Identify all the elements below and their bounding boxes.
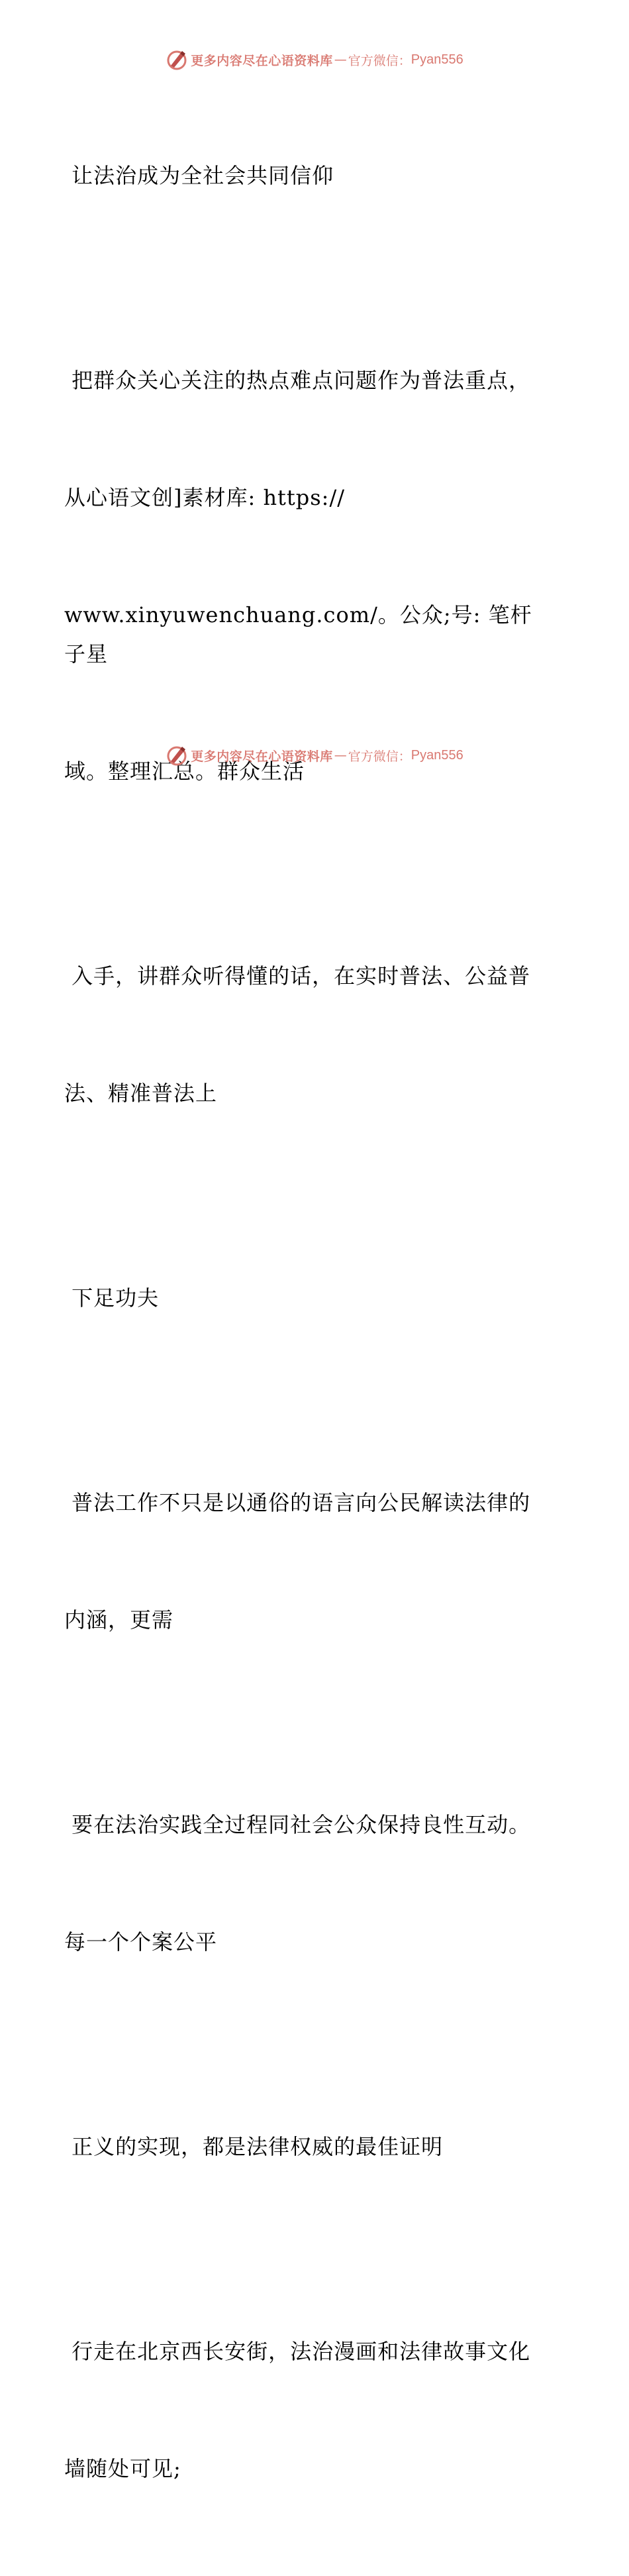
text-line: 普法工作不只是以通俗的语言向公民解读法律的: [64, 1490, 531, 1515]
text-line: www.xinyuwenchuang.com/。公众;号: 笔杆子星: [64, 602, 532, 667]
paragraph: [64, 283, 551, 869]
text-line: 从心语文创]素材库: https://: [64, 485, 346, 510]
paragraph: [64, 1727, 551, 2040]
pen-circle-logo-icon: [166, 744, 188, 767]
banner-label: 更多内容尽在心语资料库: [191, 53, 333, 68]
text-line: 把群众关心关注的热点难点问题作为普法重点，: [64, 368, 531, 393]
document-body: [64, 78, 551, 2576]
paragraph: [64, 2254, 551, 2567]
text-line: 内涵，更需: [64, 1607, 174, 1633]
footer-banner: [0, 742, 629, 769]
wechat-handle: Pyan556: [411, 747, 463, 763]
text-line: 要在法治实践全过程同社会公众保持良性互动。: [64, 1812, 531, 1837]
paragraph: [64, 879, 551, 1191]
paragraph: [64, 2049, 551, 2245]
paragraph: [64, 78, 551, 274]
banner-separator: —: [334, 748, 347, 763]
text-line: 法、精准普法上: [64, 1081, 218, 1106]
wechat-label: 官方微信：: [348, 53, 411, 68]
text-line: 域。整理汇总。群众生活: [64, 759, 305, 784]
paragraph: [64, 1405, 551, 1718]
banner-label: 更多内容尽在心语资料库: [191, 749, 333, 764]
paragraph: [64, 1201, 551, 1396]
text-line: 入手，讲群众听得懂的话，在实时普法、公益普: [64, 963, 531, 989]
text-line: 墙随处可见;: [64, 2456, 181, 2481]
banner-separator: —: [334, 52, 347, 67]
wechat-handle: Pyan556: [411, 52, 463, 67]
text-line: 下足功夫: [64, 1285, 160, 1311]
text-line: 行走在北京西长安街，法治漫画和法律故事文化: [64, 2339, 531, 2364]
wechat-label: 官方微信：: [348, 749, 411, 764]
text-line: 让法治成为全社会共同信仰: [64, 163, 334, 188]
pen-circle-logo-icon: [166, 48, 188, 71]
text-line: 正义的实现，都是法律权威的最佳证明: [64, 2134, 444, 2159]
text-line: 每一个个案公平: [64, 1929, 218, 1955]
header-banner: [0, 46, 629, 73]
